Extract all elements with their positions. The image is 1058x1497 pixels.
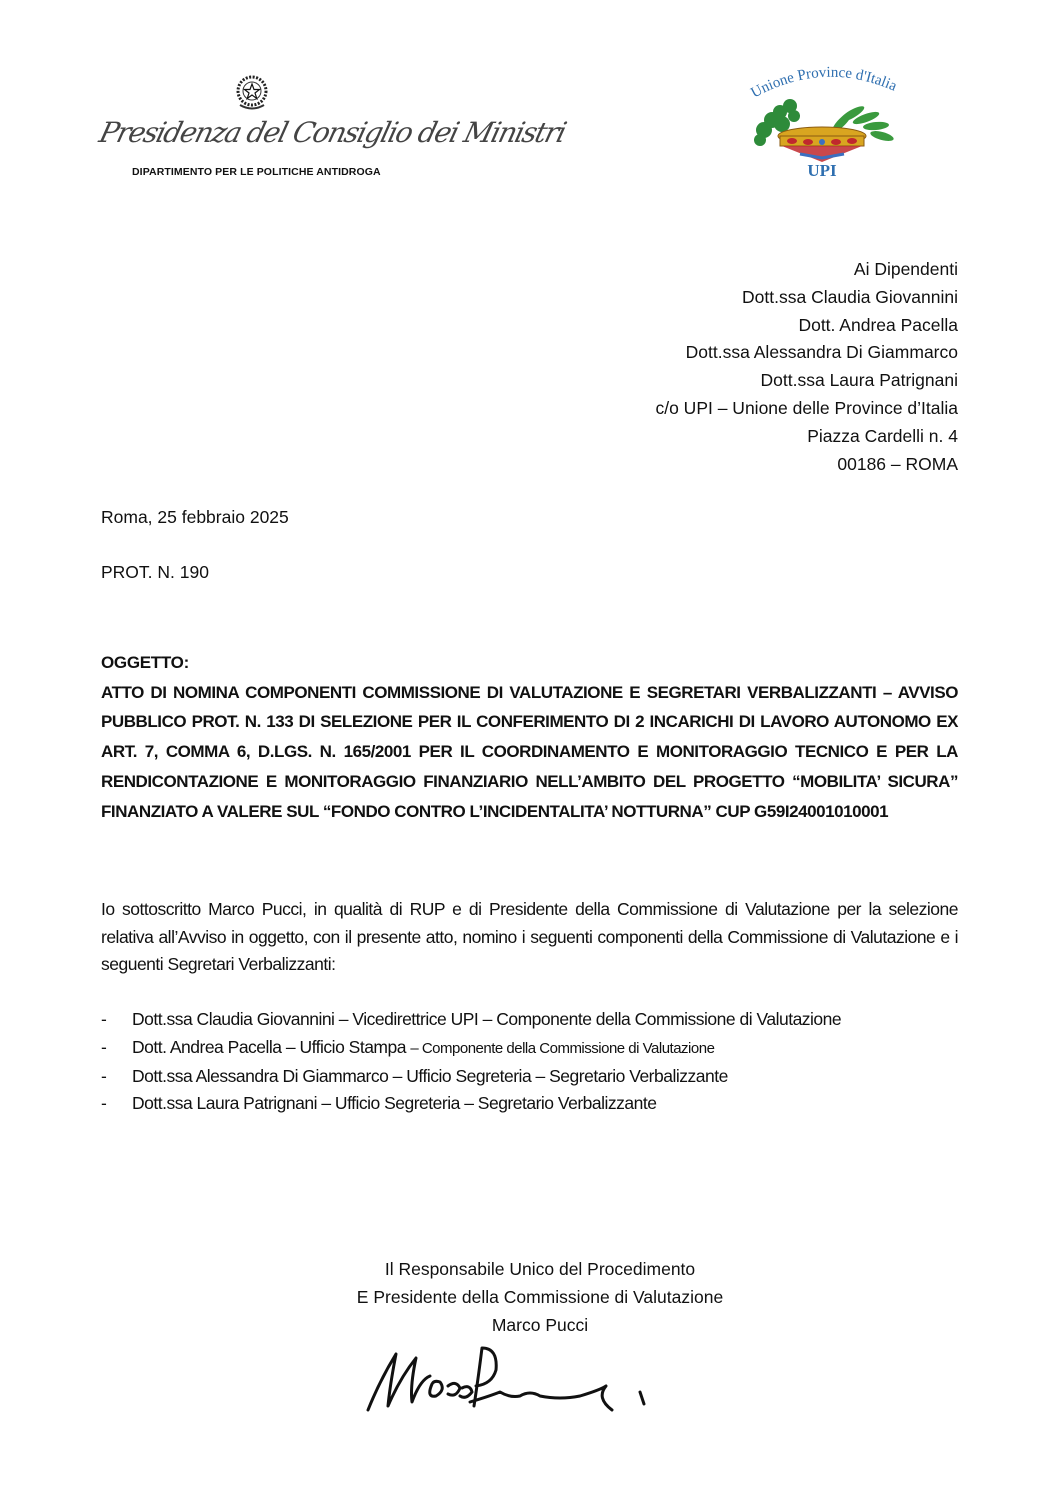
document-date: Roma, 25 febbraio 2025 <box>101 507 289 527</box>
list-item <box>101 1063 958 1091</box>
svg-text:Unione Province d'Italia <box>748 65 899 102</box>
signatory-role: Il Responsabile Unico del Procedimento <box>384 1259 696 1279</box>
protocol-number: PROT. N. 190 <box>101 562 209 582</box>
signatory-name: Marco Pucci <box>491 1314 589 1335</box>
list-item <box>101 1006 958 1034</box>
list-bullet: - <box>101 1065 107 1086</box>
institution-name: Presidenza del Consiglio dei Ministri <box>96 116 569 149</box>
upi-crown-logo-icon <box>742 58 902 180</box>
member-text: Dott.ssa Laura Patrignani – Ufficio Segreteria – Segretario Verbalizzante <box>132 1093 657 1114</box>
upi-acronym: UPI <box>807 161 837 180</box>
addressee-line: Dott.ssa Alessandra Di Giammarco <box>685 342 958 363</box>
subject-text: ATTO DI NOMINA COMPONENTI COMMISSIONE DI VALUTAZIONE E SEGRETARI VERBALIZZANTI – AVVISO PUBBLICO PROT. N. 133 DI SELEZIONE PER IL CONFERIMENTO DI 2 INCARICHI DI LAVORO AUTONOMO EX ART. 7, COMMA 6, D.LGS. N. 165/2001 PER IL COORDINAMENTO E MONITORAGGIO TECNICO E PER LA RENDICONTAZIONE E MONITORAGGIO FINANZIARIO NELL’AMBITO DEL PROGETTO “MOBILITA’ SICURA” FINANZIATO A VALERE SUL “FONDO CONTRO L’INCIDENTALITA’ NOTTURNA” CUP G59I24001010001 <box>101 682 958 821</box>
addressee-line: Ai Dipendenti <box>853 259 958 279</box>
member-role-small: – Componente della Commissione di Valutazione <box>410 1039 715 1057</box>
member-text: Dott.ssa Claudia Giovannini – Vicedirettrice UPI – Componente della Commissione di Valutazione <box>132 1009 842 1029</box>
addressee-line: Dott.ssa Claudia Giovannini <box>742 286 958 307</box>
addressee-line: Piazza Cardelli n. 4 <box>807 425 958 446</box>
list-bullet: - <box>101 1093 107 1114</box>
addressee-line: c/o UPI – Unione delle Province d’Italia <box>655 397 958 418</box>
signature-block <box>280 1256 800 1339</box>
addressee-line: Dott.ssa Laura Patrignani <box>760 370 958 391</box>
addressee-line: Dott. Andrea Pacella <box>798 314 958 335</box>
subject-label: OGGETTO: <box>101 653 189 672</box>
subject-block <box>101 648 958 826</box>
list-item <box>101 1034 958 1063</box>
addressee-line: 00186 – ROMA <box>837 453 958 474</box>
body-paragraph: Io sottoscritto Marco Pucci, in qualità di RUP e di Presidente della Commissione di Valutazione per la selezione relativa all’Avviso in oggetto, con il presente atto, nomino i seguenti componenti della Commissione di Valutazione e i seguenti Segretari Verbalizzanti: <box>101 899 958 975</box>
upi-arc-text: Unione Province d'Italia <box>748 64 900 102</box>
member-text: Dott.ssa Alessandra Di Giammarco – Ufficio Segreteria – Segretario Verbalizzante <box>132 1065 728 1086</box>
members-list <box>101 1006 958 1118</box>
department-name: DIPARTIMENTO PER LE POLITICHE ANTIDROGA <box>132 166 381 178</box>
list-bullet: - <box>101 1036 107 1057</box>
signatory-role-2: E Presidente della Commissione di Valutazione <box>356 1286 724 1307</box>
addressee-block <box>655 256 958 478</box>
list-bullet: - <box>101 1009 107 1029</box>
handwritten-signature-icon <box>360 1340 700 1430</box>
member-text: Dott. Andrea Pacella – Ufficio Stampa <box>132 1036 411 1057</box>
list-item <box>101 1090 958 1118</box>
